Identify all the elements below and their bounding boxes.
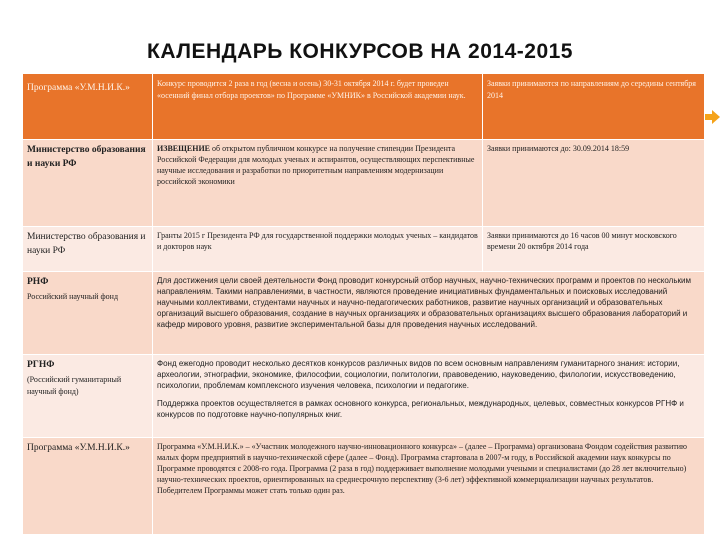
program-cell (23, 227, 153, 272)
program-name: РНФ (27, 277, 49, 287)
program-cell (23, 355, 153, 438)
description-text: Фонд ежегодно проводит несколько десятков конкурсов различных видов по всем основным направлениям гуманитарного знания: истории, археологии, этнографии, экономике, философии, социологии, политологии, правоведению, науковедению, филологии, искусствоведению, психологии, проблемам комплексного изучения человека, психологии и педагогике. (157, 359, 680, 390)
description-cell: Гранты 2015 г Президента РФ для государственной поддержки молодых ученых – кандидатов и докторов наук (153, 227, 483, 272)
program-name: Министерство образования и науки РФ (27, 232, 146, 256)
description-cell (153, 140, 483, 227)
program-cell (23, 272, 153, 355)
program-name: Программа «У.М.Н.И.К.» (27, 443, 130, 453)
program-name: Министерство образования и науки РФ (27, 145, 146, 169)
deadline-cell: Заявки принимаются по направлениям до середины сентября 2014 (483, 74, 705, 140)
table-row (23, 227, 705, 272)
description-cell: Конкурс проводится 2 раза в год (весна и осень) 30-31 октября 2014 г. будет проведен «осенний финал отбора проектов» по Программе «УМНИК» в Российской академии наук. (153, 74, 483, 140)
table-row (23, 74, 705, 140)
deadline-cell: Заявки принимаются до: 30.09.2014 18:59 (483, 140, 705, 227)
table-row (23, 438, 705, 535)
description-text: об открытом публичном конкурсе на получение стипендии Президента Российской Федерации для молодых ученых и аспирантов, осуществляющих перспективные научные исследования и разработки по приоритетным направлениям модернизации российской экономики (157, 144, 475, 186)
description-cell (153, 355, 705, 438)
program-cell (23, 74, 153, 140)
table-row (23, 140, 705, 227)
contest-calendar-table (22, 73, 705, 535)
description-text-2: Поддержка проектов осуществляется в рамках основного конкурса, региональных, международных, целевых, совместных конкурсов РГНФ и конкурсов по подготовке научно-популярных книг. (157, 399, 684, 419)
table-row (23, 272, 705, 355)
table-row (23, 355, 705, 438)
program-name: Программа «У.М.Н.И.К.» (27, 83, 130, 93)
program-name: РГНФ (27, 360, 55, 370)
page-title: КАЛЕНДАРЬ КОНКУРСОВ НА 2014-2015 (147, 40, 573, 63)
description-cell: Для достижения цели своей деятельности Фонд проводит конкурсный отбор научных, научно-технических программ и проектов по нескольким направлениям. Такими направлениями, в частности, являются проведение инициативных фундаментальных и поисковых исследований научными коллективами, студентами научных и научно-педагогических работников, развитие научных организаций и образовательных организаций высшего образования, создание в научных организациях и образовательных организациях высшего образования лабораторий и кафедр мирового уровня, развитие экспериментальной базы для проведения научных исследований. (153, 272, 705, 355)
program-cell (23, 140, 153, 227)
description-cell: Программа «У.М.Н.И.К.» – «Участник молодежного научно-инновационного конкурса» – (далее – Программа) организована Фондом содействия развитию малых форм предприятий в научно-технической сфере (далее – Фонд). Программа стартовала в 2007-м году, в Российской академии наук конкурсы по Программе проводятся с 2008-го года. Программа (2 раза в год) поддерживает выполнение молодыми учеными и специалистами (до 28 лет включительно) научно-технических проектов, ориентированных на среднесрочную перспективу (3-6 лет) эффективной коммерциализации научных результатов. Победителем Программы может стать только один раз. (153, 438, 705, 535)
orange-arrow-icon (703, 110, 720, 124)
notice-label: ИЗВЕЩЕНИЕ (157, 144, 211, 153)
program-subtitle: (Российский гуманитарный научный фонд) (27, 375, 122, 396)
deadline-cell: Заявки принимаются до 16 часов 00 минут московского времени 20 октября 2014 года (483, 227, 705, 272)
program-cell (23, 438, 153, 535)
program-subtitle: Российский научный фонд (27, 292, 119, 301)
